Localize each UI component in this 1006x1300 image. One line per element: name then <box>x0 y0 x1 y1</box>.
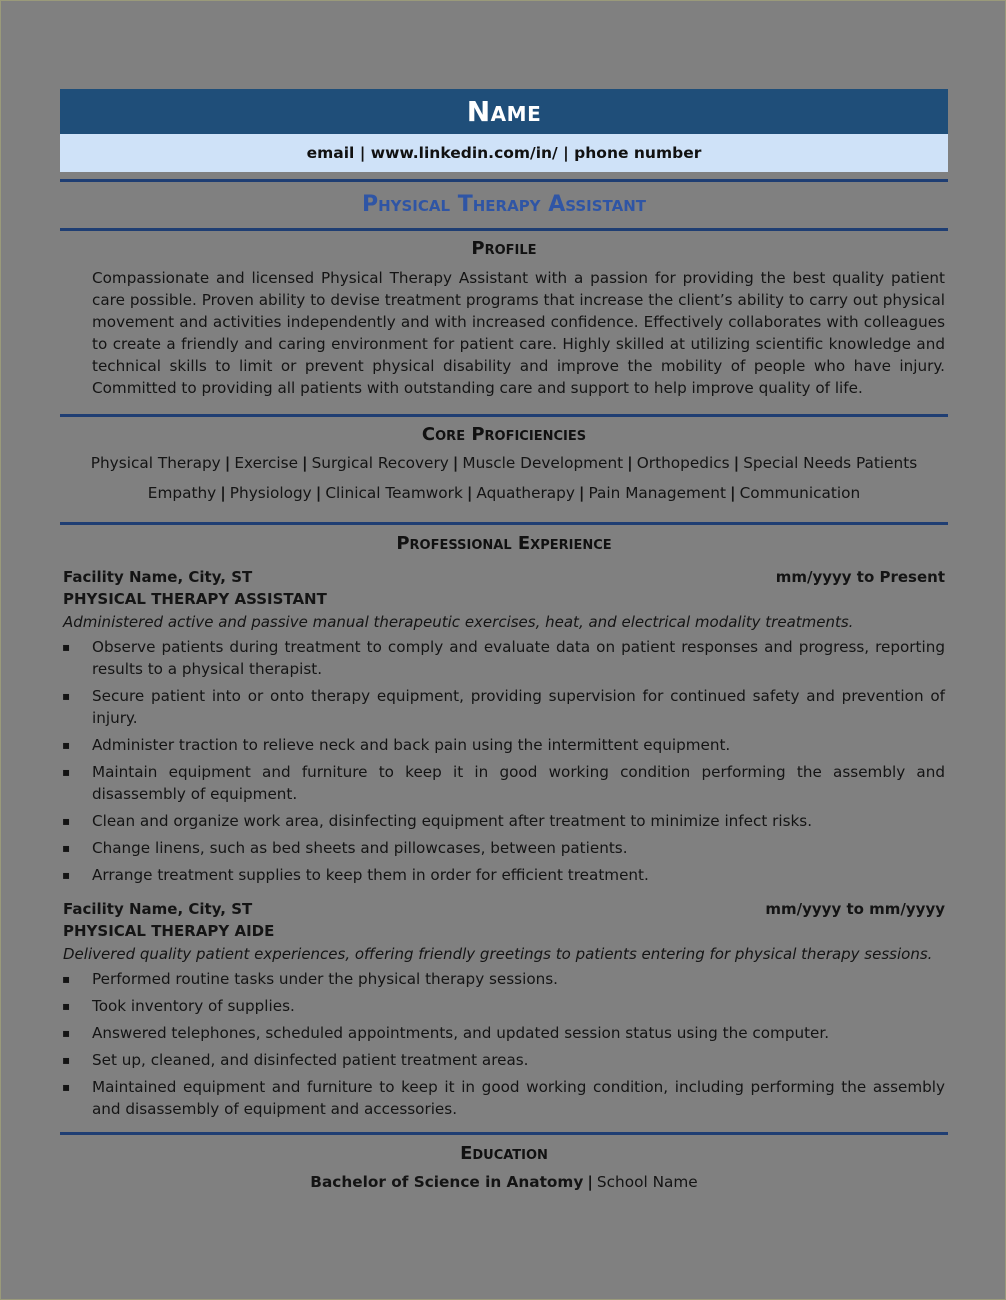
proficiency-item: Clinical Teamwork <box>325 484 463 502</box>
proficiency-item: Physiology <box>229 484 312 502</box>
proficiency-item: Communication <box>739 484 861 502</box>
separator: | <box>627 454 633 472</box>
separator: | <box>452 454 459 472</box>
list-item: ▪ Set up, cleaned, and disinfected patient treatment areas. <box>62 1051 529 1069</box>
separator: | <box>730 484 736 502</box>
proficiencies-line-1 <box>60 448 948 478</box>
separator: | <box>466 484 473 502</box>
job-title: Physical Therapy Assistant <box>361 192 647 217</box>
list-item: ▪ Maintained equipment and furniture to keep it in good working condition, including performing the assembly and disassembly of equipment and accessories. <box>62 1078 945 1118</box>
proficiency-item: Orthopedics <box>636 454 730 472</box>
job-role: PHYSICAL THERAPY AIDE <box>63 922 275 940</box>
list-item: ▪ Administer traction to relieve neck and back pain using the intermittent equipment. <box>62 736 731 754</box>
proficiencies-line-2 <box>60 478 948 508</box>
square-bullet-icon: ▪ <box>62 1026 71 1040</box>
school-name: School Name <box>596 1173 698 1191</box>
resume-content <box>60 89 948 1194</box>
list-item: ▪ Answered telephones, scheduled appointments, and updated session status using the computer. <box>62 1024 830 1042</box>
square-bullet-icon: ▪ <box>62 738 71 752</box>
proficiency-item: Empathy <box>147 484 217 502</box>
job-bullets <box>60 968 945 1120</box>
job-dates: mm/yyyy to mm/yyyy <box>765 900 945 918</box>
job-header <box>63 566 945 588</box>
job-entry <box>60 566 948 886</box>
list-item: ▪ Clean and organize work area, disinfecting equipment after treatment to minimize infect risks. <box>62 812 813 830</box>
divider <box>60 1132 948 1135</box>
divider <box>60 414 948 417</box>
job-role: PHYSICAL THERAPY ASSISTANT <box>63 590 327 608</box>
separator: | <box>220 484 226 502</box>
profile-text: Compassionate and licensed Physical Therapy Assistant with a passion for providing the best quality patient care possible. Proven ability to devise treatment programs that increase the client’s ability to carry out physical movement and activities independently and with increased confidence. Effectively collaborates with colleagues to create a friendly and caring environment for patient care. Highly skilled at utilizing scientific knowledge and technical skills to limit or prevent physical disability and improve the mobility of people who have injury. Committed to providing all patients with outstanding care and support to help improve quality of life. <box>92 269 945 397</box>
list-item: ▪ Arrange treatment supplies to keep them in order for efficient treatment. <box>62 866 649 884</box>
profile-title: Profile <box>471 238 537 259</box>
separator: | <box>224 454 231 472</box>
proficiency-item: Surgical Recovery <box>311 454 449 472</box>
job-summary: Administered active and passive manual therapeutic exercises, heat, and electrical modality treatments. <box>63 613 854 631</box>
list-item: ▪ Observe patients during treatment to comply and evaluate data on patient responses and progress, reporting results to a physical therapist. <box>62 638 945 678</box>
separator: | <box>733 454 740 472</box>
square-bullet-icon: ▪ <box>62 689 71 703</box>
list-item: ▪ Performed routine tasks under the physical therapy sessions. <box>62 970 558 988</box>
proficiency-item: Exercise <box>234 454 298 472</box>
job-dates: mm/yyyy to Present <box>775 568 945 586</box>
divider <box>60 522 948 525</box>
experience-title: Professional Experience <box>396 533 612 554</box>
facility-name: Facility Name, City, ST <box>63 568 253 586</box>
divider <box>60 228 948 231</box>
degree: Bachelor of Science in Anatomy <box>310 1173 584 1191</box>
separator: | <box>301 454 308 472</box>
proficiency-item: Pain Management <box>588 484 727 502</box>
square-bullet-icon: ▪ <box>62 1053 71 1067</box>
separator: | <box>587 1173 593 1191</box>
job-summary: Delivered quality patient experiences, offering friendly greetings to patients entering for physical therapy sessions. <box>63 945 933 963</box>
proficiency-item: Muscle Development <box>462 454 624 472</box>
list-item: ▪ Maintain equipment and furniture to keep it in good working condition performing the assembly and disassembly of equipment. <box>62 763 945 803</box>
square-bullet-icon: ▪ <box>62 640 71 654</box>
facility-name: Facility Name, City, ST <box>63 900 253 918</box>
square-bullet-icon: ▪ <box>62 999 71 1013</box>
education-title: Education <box>460 1143 548 1164</box>
contact-info: email | www.linkedin.com/in/ | phone number <box>60 134 948 172</box>
list-item: ▪ Took inventory of supplies. <box>62 997 295 1015</box>
proficiency-item: Aquatherapy <box>476 484 575 502</box>
square-bullet-icon: ▪ <box>62 841 71 855</box>
square-bullet-icon: ▪ <box>62 765 71 779</box>
square-bullet-icon: ▪ <box>62 972 71 986</box>
job-entry <box>60 898 948 1120</box>
separator: | <box>315 484 322 502</box>
square-bullet-icon: ▪ <box>62 868 71 882</box>
job-header <box>63 898 945 920</box>
square-bullet-icon: ▪ <box>62 814 71 828</box>
education-line <box>60 1170 948 1194</box>
proficiency-item: Physical Therapy <box>90 454 221 472</box>
separator: | <box>578 484 585 502</box>
proficiency-item: Special Needs Patients <box>743 454 918 472</box>
job-bullets <box>60 636 945 886</box>
proficiencies-title: Core Proficiencies <box>421 424 587 445</box>
list-item: ▪ Secure patient into or onto therapy equipment, providing supervision for continued safety and prevention of injury. <box>62 687 945 727</box>
square-bullet-icon: ▪ <box>62 1080 71 1094</box>
name-header: Name <box>60 89 948 134</box>
list-item: ▪ Change linens, such as bed sheets and pillowcases, between patients. <box>62 839 628 857</box>
